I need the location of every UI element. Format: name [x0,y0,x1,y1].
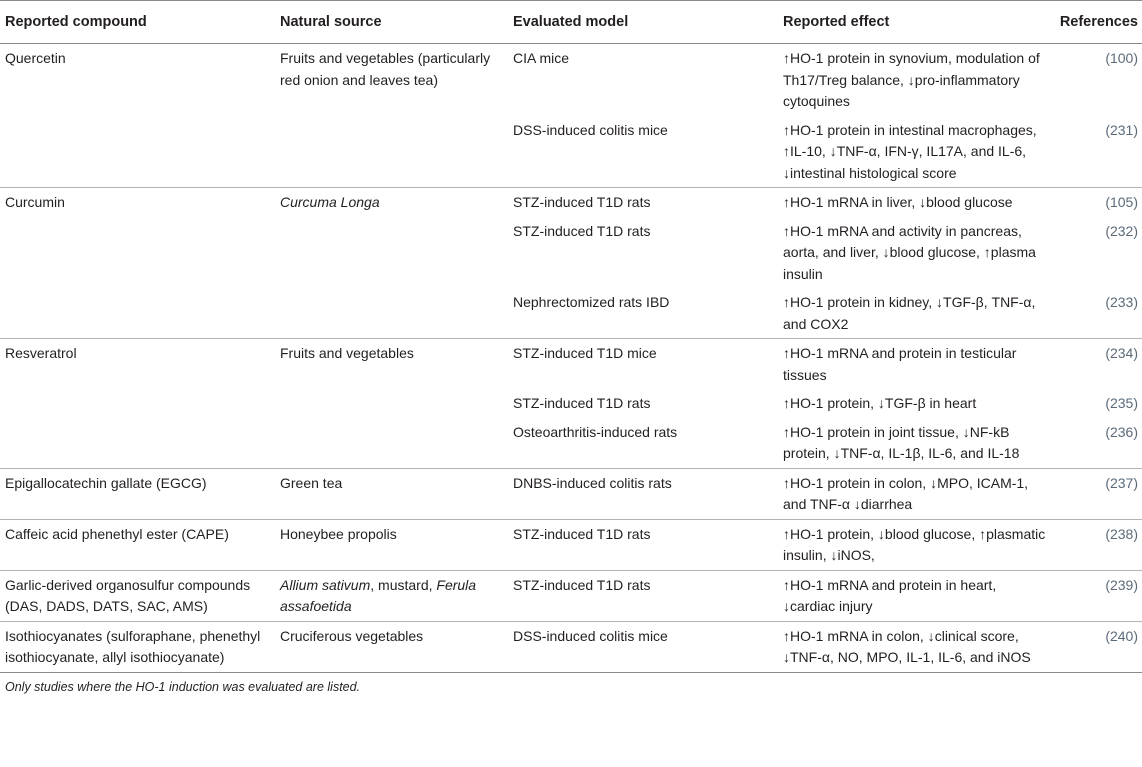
reference-link[interactable]: (232) [1105,222,1138,239]
cell-compound [0,116,275,188]
cell-natural-source [275,389,508,418]
cell-reference [1050,621,1142,672]
cell-reported-effect: ↑HO-1 protein in synovium, modulation of Th17/Treg balance, ↓pro-inflammatory cytoquines [783,50,1040,109]
cell-compound: Quercetin [5,50,66,66]
cell-compound [0,217,275,289]
table-row [0,44,1142,116]
cell-reported-effect: ↑HO-1 mRNA in colon, ↓clinical score, ↓TNF-α, NO, MPO, IL-1, IL-6, and iNOS [778,621,1050,672]
cell-evaluated-model: DNBS-induced colitis rats [508,468,778,519]
cell-evaluated-model: STZ-induced T1D rats [508,188,778,217]
cell-natural-source: Cruciferous vegetables [275,621,508,672]
header-reported-compound: Reported compound [0,1,275,44]
header-evaluated-model: Evaluated model [508,1,778,44]
table-header [0,1,1142,44]
header-reported-effect: Reported effect [778,1,1050,44]
cell-evaluated-model: STZ-induced T1D mice [508,339,778,390]
source-text-part: , mustard, [370,576,437,593]
table-row [0,519,1142,570]
reference-link[interactable]: (235) [1105,395,1138,411]
cell-evaluated-model: Nephrectomized rats IBD [513,294,670,310]
table-row [0,418,1142,469]
cell-reported-effect: ↑HO-1 mRNA and protein in heart, ↓cardiac injury [778,570,1050,621]
cell-natural-source: Green tea [275,468,508,519]
cell-natural-source [275,570,508,621]
cell-reported-effect: ↑HO-1 protein, ↓TGF-β in heart [783,395,977,411]
cell-reported-effect: ↑HO-1 protein, ↓blood glucose, ↑plasmatic insulin, ↓iNOS, [778,519,1050,570]
cell-reference [1050,519,1142,570]
cell-reported-effect: ↑HO-1 protein in joint tissue, ↓NF-kB protein, ↓TNF-α, IL-1β, IL-6, and IL-18 [783,423,1020,461]
table-row [0,288,1142,339]
cell-evaluated-model: DSS-induced colitis mice [513,121,668,138]
table-row [0,339,1142,390]
cell-natural-source: Honeybee propolis [275,519,508,570]
cell-natural-source: Fruits and vegetables (particularly red onion and leaves tea) [280,50,491,88]
cell-compound: Curcumin [0,188,275,217]
table-row [0,621,1142,672]
cell-natural-source [275,188,508,217]
cell-compound: Resveratrol [0,339,275,390]
cell-reported-effect: ↑HO-1 protein in kidney, ↓TGF-β, TNF-α, and COX2 [783,294,1036,332]
reference-link[interactable]: (105) [1105,194,1138,210]
reference-link[interactable]: (234) [1105,345,1138,361]
source-text-part: Curcuma Longa [280,194,380,210]
cell-compound [0,418,275,469]
cell-evaluated-model: STZ-induced T1D rats [508,570,778,621]
reference-link[interactable]: (238) [1105,525,1138,542]
cell-natural-source [275,288,508,339]
header-references: References [1050,1,1142,44]
reference-link[interactable]: (240) [1105,627,1138,644]
cell-compound: Caffeic acid phenethyl ester (CAPE) [0,519,275,570]
reference-link[interactable]: (100) [1105,50,1138,66]
cell-evaluated-model: CIA mice [513,50,570,66]
reference-link[interactable]: (239) [1105,576,1138,593]
reference-link[interactable]: (236) [1105,423,1138,440]
cell-evaluated-model: STZ-induced T1D rats [513,222,651,239]
header-natural-source: Natural source [275,1,508,44]
cell-reference [1050,217,1142,289]
cell-compound [0,288,275,339]
cell-reference [1050,468,1142,519]
cell-reported-effect: ↑HO-1 mRNA and protein in testicular tissues [778,339,1050,390]
cell-reference [1050,44,1142,116]
cell-natural-source [275,116,508,188]
header-row [0,1,1142,44]
cell-reference [1050,339,1142,390]
cell-compound: Isothiocyanates (sulforaphane, phenethyl isothiocyanate, allyl isothiocyanate) [0,621,275,672]
table-row [0,217,1142,289]
cell-reference [1050,418,1142,469]
cell-natural-source [275,217,508,289]
cell-evaluated-model: Osteoarthritis-induced rats [513,423,678,440]
cell-natural-source: Fruits and vegetables [275,339,508,390]
table-row [0,188,1142,217]
cell-reported-effect: ↑HO-1 mRNA in liver, ↓blood glucose [778,188,1050,217]
cell-reference [1050,389,1142,418]
table-row [0,468,1142,519]
cell-reference [1050,570,1142,621]
cell-reference [1050,116,1142,188]
reference-link[interactable]: (237) [1105,474,1138,491]
cell-evaluated-model: DSS-induced colitis mice [508,621,778,672]
cell-evaluated-model: STZ-induced T1D rats [508,519,778,570]
cell-compound [0,389,275,418]
cell-evaluated-model: STZ-induced T1D rats [513,395,651,411]
cell-reported-effect: ↑HO-1 protein in colon, ↓MPO, ICAM-1, and TNF-α ↓diarrhea [778,468,1050,519]
table-row [0,570,1142,621]
source-text-part: Allium sativum [280,576,371,593]
cell-reported-effect: ↑HO-1 protein in intestinal macrophages, ↑IL-10, ↓TNF-α, IFN-γ, IL17A, and IL-6, ↓intestinal histological score [783,121,1037,181]
cell-reference [1050,288,1142,339]
reference-link[interactable]: (233) [1105,294,1138,310]
table-body [0,44,1142,673]
reference-link[interactable]: (231) [1105,121,1138,138]
table-row [0,116,1142,188]
cell-reference [1050,188,1142,217]
table-footnote: Only studies where the HO-1 induction was evaluated are listed. [5,679,361,694]
cell-compound: Epigallocatechin gallate (EGCG) [0,468,275,519]
cell-reported-effect: ↑HO-1 mRNA and activity in pancreas, aorta, and liver, ↓blood glucose, ↑plasma insulin [783,222,1036,282]
source-text-part: Ferula assafoetida [280,576,477,614]
cell-natural-source [275,418,508,469]
cell-compound: Garlic-derived organosulfur compounds (DAS, DADS, DATS, SAC, AMS) [0,570,275,621]
table-row [0,389,1142,418]
